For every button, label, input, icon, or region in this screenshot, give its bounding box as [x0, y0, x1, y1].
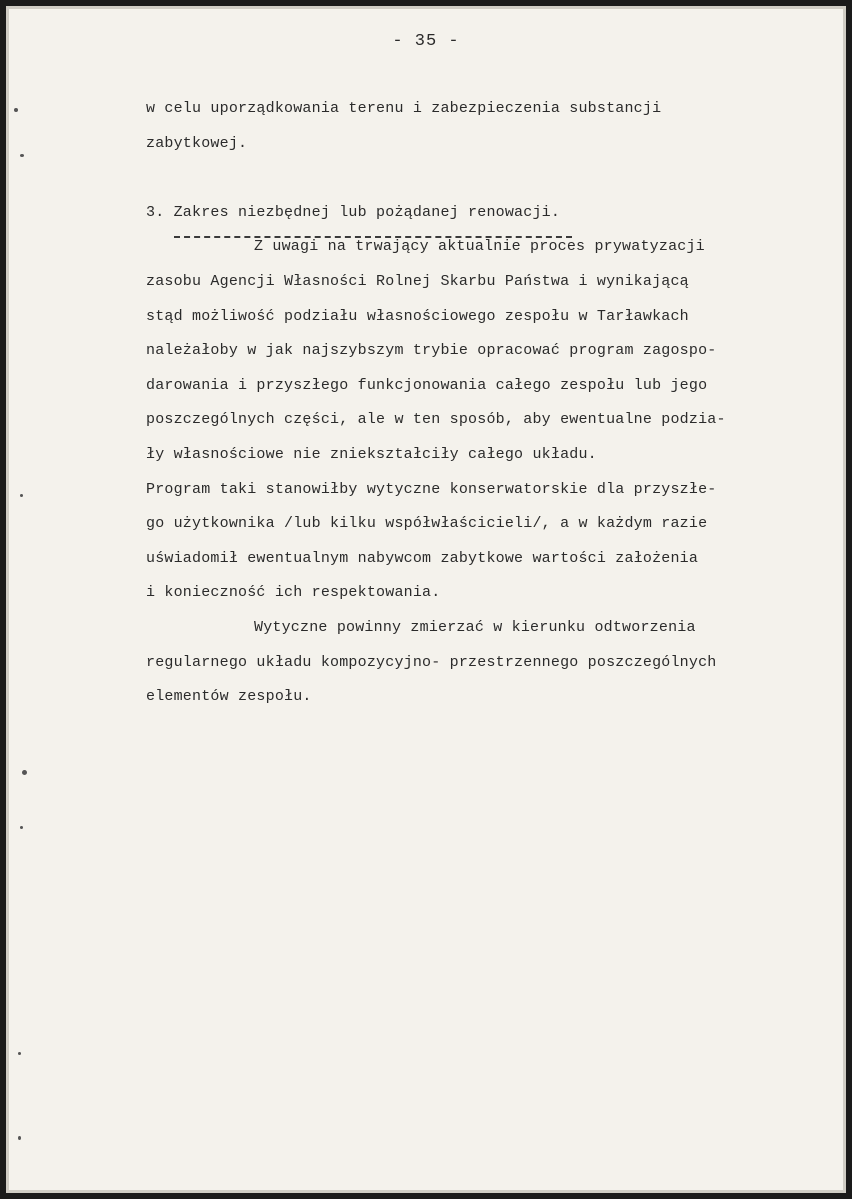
text-line: zabytkowej. — [146, 134, 248, 152]
margin-speck — [20, 826, 23, 829]
text-line: należałoby w jak najszybszym trybie opracować program zagospo- — [146, 342, 717, 360]
heading-underline — [174, 236, 572, 238]
text-line: Z uwagi na trwający aktualnie proces prywatyzacji — [254, 238, 705, 256]
text-line: stąd możliwość podziału własnościowego zespołu w Tarławkach — [146, 307, 689, 325]
text-line: darowania i przyszłego funkcjonowania całego zespołu lub jego — [146, 376, 708, 394]
section-heading — [146, 196, 560, 231]
margin-speck — [20, 154, 24, 157]
text-line: ły własnościowe nie zniekształciły całego układu. — [146, 445, 597, 463]
spacer — [146, 161, 806, 196]
text-line: Program taki stanowiłby wytyczne konserwatorskie dla przyszłe- — [146, 480, 717, 498]
text-line: go użytkownika /lub kilku współwłaścicieli/, a w każdym razie — [146, 515, 708, 533]
text-line: Wytyczne powinny zmierzać w kierunku odtworzenia — [254, 618, 696, 636]
body-text — [146, 92, 806, 715]
margin-speck — [18, 1052, 21, 1055]
text-line: uświadomił ewentualnym nabywcom zabytkowe wartości założenia — [146, 549, 699, 567]
text-line: regularnego układu kompozycyjno- przestrzennego poszczególnych — [146, 653, 717, 671]
section-heading-line — [146, 196, 806, 231]
margin-speck — [14, 108, 18, 112]
margin-speck — [22, 770, 27, 775]
text-line: poszczególnych części, ale w ten sposób, aby ewentualne podzia- — [146, 411, 726, 429]
text-line: zasobu Agencji Własności Rolnej Skarbu Państwa i wynikającą — [146, 272, 689, 290]
text-line: elementów zespołu. — [146, 688, 312, 706]
margin-speck — [18, 1136, 21, 1140]
text-line: w celu uporządkowania terenu i zabezpieczenia substancji — [146, 100, 662, 117]
margin-speck — [20, 494, 23, 497]
page-number: - 35 - — [392, 32, 460, 51]
section-heading-text: 3. Zakres niezbędnej lub pożądanej renowacji. — [146, 203, 561, 221]
text-line: i konieczność ich respektowania. — [146, 584, 441, 602]
